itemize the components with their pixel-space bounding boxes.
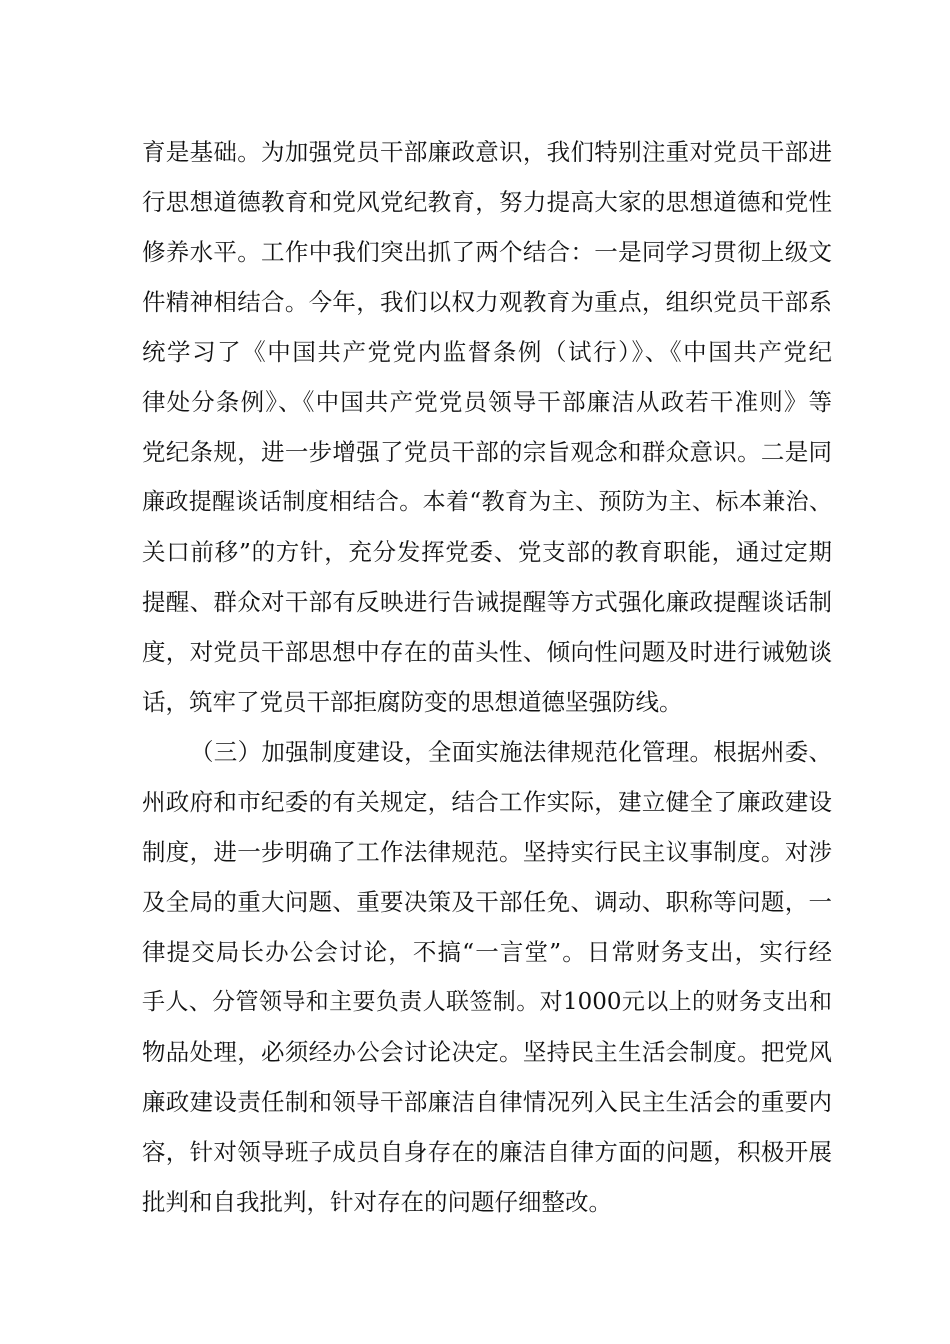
paragraph-1-line-7: 党纪条规，进一步增强了党员干部的宗旨观念和群众意识。二是同: [142, 438, 832, 466]
paragraph-2-line-4: 及全局的重大问题、重要决策及干部任免、调动、职称等问题，一: [142, 888, 832, 916]
paragraph-1-line-8: 廉政提醒谈话制度相结合。本着“教育为主、预防为主、标本兼治、: [142, 489, 832, 515]
paragraph-1-line-2: 行思想道德教育和党风党纪教育，努力提高大家的思想道德和党性: [142, 188, 832, 216]
paragraph-1-line-11: 度，对党员干部思想中存在的苗头性、倾向性问题及时进行诫勉谈: [142, 638, 832, 666]
paragraph-2-line-7: 物品处理，必须经办公会讨论决定。坚持民主生活会制度。把党风: [142, 1038, 832, 1066]
paragraph-2-line-10: 批判和自我批判，针对存在的问题仔细整改。: [142, 1188, 612, 1216]
paragraph-2-line-2: 州政府和市纪委的有关规定，结合工作实际，建立健全了廉政建设: [142, 788, 832, 816]
paragraph-2-line-8: 廉政建设责任制和领导干部廉洁自律情况列入民主生活会的重要内: [142, 1088, 832, 1116]
paragraph-2-line-6: 手人、分管领导和主要负责人联签制。对1000元以上的财务支出和: [142, 989, 832, 1015]
paragraph-1-line-1: 育是基础。为加强党员干部廉政意识，我们特别注重对党员干部进: [142, 138, 832, 166]
paragraph-1-line-9: 关口前移”的方针，充分发挥党委、党支部的教育职能，通过定期: [142, 538, 832, 566]
paragraph-1-line-6: 律处分条例》、《中国共产党党员领导干部廉洁从政若干准则》等: [142, 388, 832, 416]
paragraph-2-line-3: 制度，进一步明确了工作法律规范。坚持实行民主议事制度。对涉: [142, 838, 832, 866]
paragraph-2-line-9: 容，针对领导班子成员自身存在的廉洁自律方面的问题，积极开展: [142, 1138, 832, 1166]
paragraph-2-line-5: 律提交局长办公会讨论，不搞“一言堂”。日常财务支出，实行经: [142, 938, 832, 966]
paragraph-1-line-10: 提醒、群众对干部有反映进行告诫提醒等方式强化廉政提醒谈话制: [142, 588, 832, 616]
paragraph-1-line-3: 修养水平。工作中我们突出抓了两个结合：一是同学习贯彻上级文: [142, 238, 832, 266]
paragraph-2-line-1: （三）加强制度建设，全面实施法律规范化管理。根据州委、: [190, 738, 832, 766]
paragraph-1-line-12: 话，筑牢了党员干部拒腐防变的思想道德坚强防线。: [142, 688, 683, 716]
paragraph-1-line-5: 统学习了《中国共产党党内监督条例（试行）》、《中国共产党纪: [142, 338, 832, 366]
paragraph-1-line-4: 件精神相结合。今年，我们以权力观教育为重点，组织党员干部系: [142, 288, 832, 316]
